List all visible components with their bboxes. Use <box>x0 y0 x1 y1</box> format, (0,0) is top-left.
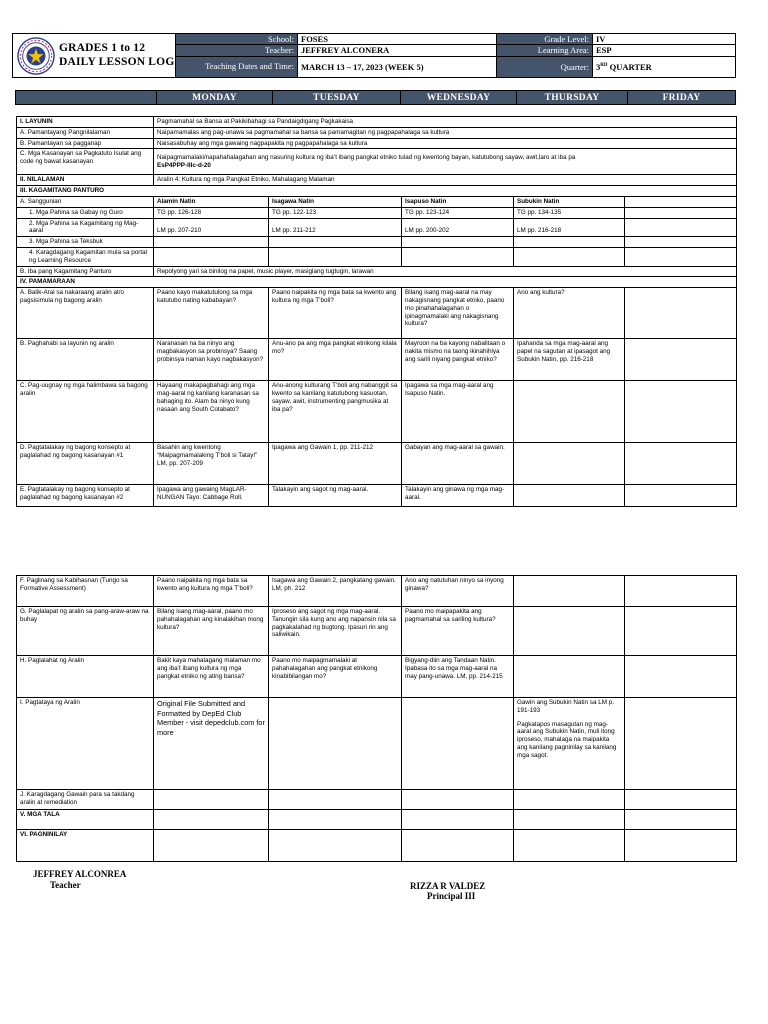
teksbuk-thu <box>514 237 625 248</box>
pagtatalakay2-thu <box>514 485 625 507</box>
pamantayang-value: Naipamamalas ang pag-unawa sa pagmamahal sa bansa sa pamamagitan ng pagpapahalaga sa kultura <box>154 127 737 138</box>
table-row <box>17 288 737 339</box>
teacher-value: JEFFREY ALCONERA <box>298 45 497 56</box>
table-row <box>17 237 737 248</box>
table-row <box>17 207 737 218</box>
pagtataya-wed <box>402 698 514 790</box>
balik-aral-thu: Ano ang kultura? <box>514 288 625 339</box>
table-row <box>17 576 737 607</box>
pagtatalakay2-fri <box>625 485 737 507</box>
paglalapat-label: G. Paglalapat ng aralin sa pang-araw-araw na buhay <box>17 607 154 656</box>
karagdagang-mon <box>154 247 269 266</box>
kasanayan-text: Naipagmamalaki/napahahalagahan ang nasuring kultura ng iba’t ibang pangkat etniko tulad ng kwentong bayan, katutubong sayaw, awit,laro at iba pa <box>157 154 576 162</box>
karagdagang-gawain-mon <box>154 790 269 810</box>
pamamaraan-label: IV. PAMAMARAAN <box>17 277 737 288</box>
paglalahat-label: H. Paglalahat ng Aralin <box>17 656 154 698</box>
pag-uugnay-tue: Anu-anong kulturang T’boli ang nabanggit sa kwento sa kanilang katutubong kasuotan, sayaw, awit, instrumenting pangmusika at iba pa? <box>269 381 402 443</box>
pagganap-label: B. Pamantayan sa pagganap <box>17 138 154 149</box>
layunin-value: Pagmamahal sa Bansa at Pakikibahagi sa Pandaigdigang Pagkakaisa <box>154 117 737 128</box>
tala-label: V. MGA TALA <box>17 810 154 830</box>
table-row <box>17 186 737 197</box>
paglalapat-mon: Bilang isang mag-aaral, paano mo pahahalagahan ang kinalakihan mong kultura? <box>154 607 269 656</box>
pagtataya-tue <box>269 698 402 790</box>
area-label: Learning Area: <box>497 45 593 56</box>
pagtatalakay2-wed: Talakayin ang ginawa ng mga mag-aaral. <box>402 485 514 507</box>
sanggunian-thu: Subukin Natin <box>514 196 625 207</box>
day-thursday: THURSDAY <box>517 91 628 105</box>
paglalahat-tue: Paano mo maipagmamalaki at pahahalagahan ang pangkat etnikong kinabibilangan mo? <box>269 656 402 698</box>
dates-value: MARCH 13 – 17, 2023 (WEEK 5) <box>298 56 497 78</box>
tala-fri <box>625 810 737 830</box>
table-row <box>17 127 737 138</box>
sanggunian-mon: Alamin Natin <box>154 196 269 207</box>
teksbuk-label: 3. Mga Pahina sa Teksbuk <box>17 237 154 248</box>
sanggunian-tue: Isagawa Natin <box>269 196 402 207</box>
table-row <box>17 266 737 277</box>
karagdagang-gawain-wed <box>402 790 514 810</box>
principal-signature-name: RIZZA R VALDEZ <box>410 881 486 891</box>
table-row <box>17 485 737 507</box>
pagninilay-label: VI. PAGNINILAY <box>17 830 154 862</box>
teksbuk-wed <box>402 237 514 248</box>
paglalapat-thu <box>514 607 625 656</box>
balik-aral-fri <box>625 288 737 339</box>
pagtataya-label: I. Pagtataya ng Aralin <box>17 698 154 790</box>
logo-box <box>12 33 175 78</box>
paglalahat-wed: Bigyang-diin ang Tandaan Natin. Ipabasa ito sa mga mag-aaral na may pang-unawa. LM, pp. 214-215 <box>402 656 514 698</box>
tala-wed <box>402 810 514 830</box>
karagdagang-fri <box>625 247 737 266</box>
kagamitan-label: III. KAGAMITANG PANTURO <box>17 186 737 197</box>
paghahabi-tue: Anu-ano pa ang mga pangkat etnikong kilala mo? <box>269 339 402 381</box>
kasanayan-label: C. Mga Kasanayan sa Pagkatuto Isulat ang code ng bawat kasanayan <box>17 149 154 175</box>
pagninilay-thu <box>514 830 625 862</box>
paglalapat-tue: Iproseso ang sagot ng mga mag-aaral. Tanungin sila kung ano ang napansin nila sa pagkakalahad ng bugtong. Ipasuri rin ang saliwikain. <box>269 607 402 656</box>
pagtataya-fri <box>625 698 737 790</box>
sanggunian-label: A. Sanggunian <box>17 196 154 207</box>
table-row <box>17 656 737 698</box>
gabay-wed: TG pp. 123-124 <box>402 207 514 218</box>
principal-signature-role: Principal III <box>427 891 476 901</box>
kasanayan-code: EsP4PPP-IIIc-d-20 <box>157 162 211 170</box>
lm-fri <box>625 218 737 237</box>
balik-aral-label: A. Balik-Aral sa nakaraang aralin at/o pagsisimula ng bagong aralin <box>17 288 154 339</box>
teacher-signature-name: JEFFREY ALCONREA <box>33 869 127 879</box>
quarter-value <box>593 56 736 78</box>
karagdagang-gawain-tue <box>269 790 402 810</box>
table-row <box>17 149 737 175</box>
gabay-label: 1. Mga Pahina sa Gabay ng Guro <box>17 207 154 218</box>
balik-aral-wed: Bilang isang mag-aaral na may nakagisnang pangkat etniko, paano mo pinahahalagahan o ipinagmamalaki ang nakagisnang kultura? <box>402 288 514 339</box>
dates-label: Teaching Dates and Time: <box>176 56 298 78</box>
pag-uugnay-mon: Hayaang makapagbahagi ang mga mag-aaral ng kanilang karanasan sa bahaging ito. Alam ba ninyo kung nasaan ang South Cotabato? <box>154 381 269 443</box>
paglalahat-mon: Bakit kaya mahalagang malaman mo ang iba’t ibang kultura ng mga pangkat etniko ng ating bansa? <box>154 656 269 698</box>
pagtatalakay1-mon: Basahin ang kwentong “Maipagmamalaking T’boli si Tatay!” LM, pp. 207-209 <box>154 443 269 485</box>
iba-label: B. Iba pang Kagamitang Panturo <box>17 266 154 277</box>
paglalapat-wed: Paano mo maipapakita ang pagmamahal sa sariling kultura? <box>402 607 514 656</box>
nilalaman-label: II. NILALAMAN <box>17 175 154 186</box>
paglalahat-fri <box>625 656 737 698</box>
paghahabi-wed: Mayroon na ba kayong nabalitaan o nakita mismo na taong ikinahihiya ang sarili niyang pangkat etniko? <box>402 339 514 381</box>
teksbuk-tue <box>269 237 402 248</box>
teacher-label: Teacher: <box>176 45 298 56</box>
table-row <box>17 247 737 266</box>
pagganap-value: Naisasabuhay ang mga gawaing nagpapakita ng pagpapahalaga sa kultura <box>154 138 737 149</box>
balik-aral-mon: Paano kayo makatutulong sa mga katutubo nating kababayan? <box>154 288 269 339</box>
teksbuk-fri <box>625 237 737 248</box>
table-row <box>17 698 737 790</box>
sanggunian-fri <box>625 196 737 207</box>
paglinang-thu <box>514 576 625 607</box>
karagdagang-gawain-label: J. Karagdagang Gawain para sa takdang aralin at remediation <box>17 790 154 810</box>
quarter-word: QUARTER <box>607 61 652 72</box>
layunin-label: I. LAYUNIN <box>17 117 154 128</box>
paglalahat-thu <box>514 656 625 698</box>
tala-tue <box>269 810 402 830</box>
kasanayan-value <box>154 149 737 175</box>
gabay-tue: TG pp. 122-123 <box>269 207 402 218</box>
pagtataya-thu-1: Gawin ang Subukin Natin sa LM p. 191-193 <box>517 699 614 714</box>
deped-seal-icon <box>17 37 55 75</box>
area-value: ESP <box>593 45 736 56</box>
quarter-suffix: RD <box>600 62 608 68</box>
paglinang-fri <box>625 576 737 607</box>
pagtatalakay1-fri <box>625 443 737 485</box>
table-row <box>17 196 737 207</box>
days-header <box>15 90 736 105</box>
day-friday: FRIDAY <box>628 91 736 105</box>
header-grid <box>175 33 736 78</box>
table-row <box>17 830 737 862</box>
paghahabi-thu: Ipahanda sa mga mag-aaral ang papel na sagutan at ipasagot ang Subukin Natin, pp. 216-218 <box>514 339 625 381</box>
pag-uugnay-label: C. Pag-uugnay ng mga halimbawa sa bagong aralin <box>17 381 154 443</box>
pag-uugnay-fri <box>625 381 737 443</box>
table-row <box>17 117 737 128</box>
dll-header <box>12 33 735 78</box>
grade-value: IV <box>593 34 736 45</box>
nilalaman-value: Aralin 4: Kultura ng mga Pangkat Etniko, Mahalagang Malaman <box>154 175 737 186</box>
title-line-2: DAILY LESSON LOG <box>59 56 175 68</box>
balik-aral-tue: Paano naipakita ng mga bata sa kwento ang kultura ng mga T’boli? <box>269 288 402 339</box>
pagtatalakay2-tue: Talakayin ang sagot ng mag-aaral. <box>269 485 402 507</box>
pagninilay-wed <box>402 830 514 862</box>
table-row <box>17 175 737 186</box>
kagamitang-label: 2. Mga Pahina sa Kagamitang ng Mag-aaral <box>17 218 154 237</box>
pagtataya-thu-2: Pagkatapos masagutan ng mag-aaral ang Subukin Natin, muli itong iproseso, mahalaga na maipakita ang kanilang pagninilay sa kanilang mga sagot. <box>517 720 617 759</box>
karagdagang-gawain-fri <box>625 790 737 810</box>
karagdagang-thu <box>514 247 625 266</box>
paglinang-tue: Isagawa ang Gawain 2, pangkatang gawain. LM, ph. 212 <box>269 576 402 607</box>
sanggunian-wed: Isapuso Natin <box>402 196 514 207</box>
pagtatalakay1-wed: Gabayan ang mag-aaral sa gawain. <box>402 443 514 485</box>
karagdagang-label: 4. Karagdagang Kagamitan mula sa portal ng Learning Resource <box>17 247 154 266</box>
pagtataya-thu <box>514 698 625 790</box>
lm-thu: LM pp. 216-218 <box>514 218 625 237</box>
table-row <box>17 339 737 381</box>
grade-label: Grade Level: <box>497 34 593 45</box>
lesson-table-part1 <box>16 116 737 507</box>
title-line-1: GRADES 1 to 12 <box>59 42 146 54</box>
pag-uugnay-wed: Ipagawa sa mga mag-aaral ang Isapuso Natin. <box>402 381 514 443</box>
day-monday: MONDAY <box>157 91 273 105</box>
pagtataya-mon: Original File Submitted and Formatted by DepEd Club Member - visit depedclub.com for more <box>154 698 269 790</box>
paglinang-wed: Ano ang natutuhan ninyo sa inyong ginawa? <box>402 576 514 607</box>
pagtatalakay1-thu <box>514 443 625 485</box>
table-row <box>17 218 737 237</box>
karagdagang-wed <box>402 247 514 266</box>
paglalapat-fri <box>625 607 737 656</box>
quarter-label: Quarter: <box>497 56 593 78</box>
school-label: School: <box>176 34 298 45</box>
karagdagang-gawain-thu <box>514 790 625 810</box>
paghahabi-mon: Naranasan na ba ninyo ang magbakasyon sa probinsya? Saang probinsya naman kayo nagbakasyon? <box>154 339 269 381</box>
lm-mon: LM pp. 207-210 <box>154 218 269 237</box>
tala-thu <box>514 810 625 830</box>
pagtatalakay1-label: D. Pagtatalakay ng bagong konsepto at paglalahad ng bagong kasanayan #1 <box>17 443 154 485</box>
table-row <box>17 810 737 830</box>
teksbuk-mon <box>154 237 269 248</box>
days-corner <box>16 91 157 105</box>
paghahabi-fri <box>625 339 737 381</box>
pagninilay-mon <box>154 830 269 862</box>
table-row <box>17 138 737 149</box>
gabay-mon: TG pp. 126-128 <box>154 207 269 218</box>
teacher-signature-role: Teacher <box>50 880 81 890</box>
pagtatalakay2-mon: Ipagawa ang gawaing MagLAR-NUNGAN Tayo: Cabbage Roll. <box>154 485 269 507</box>
quarter-number: 3 <box>596 61 601 72</box>
pagninilay-fri <box>625 830 737 862</box>
table-row <box>17 277 737 288</box>
school-value: FOSES <box>298 34 497 45</box>
pamantayang-label: A. Pamantayang Pangnilalaman <box>17 127 154 138</box>
day-tuesday: TUESDAY <box>273 91 401 105</box>
table-row <box>17 381 737 443</box>
paglinang-label: F. Paglinang sa Kabihasnan (Tungo sa Formative Assessment) <box>17 576 154 607</box>
paghahabi-label: B. Paghahabi sa layunin ng aralin <box>17 339 154 381</box>
lm-tue: LM pp. 211-212 <box>269 218 402 237</box>
gabay-fri <box>625 207 737 218</box>
iba-value: Repolyong yari sa binilog na papel, music player, masiglang tugtugin, larawan <box>154 266 737 277</box>
gabay-thu: TG pp. 134-135 <box>514 207 625 218</box>
day-wednesday: WEDNESDAY <box>401 91 517 105</box>
table-row <box>17 790 737 810</box>
tala-mon <box>154 810 269 830</box>
pagtatalakay2-label: E. Pagtatalakay ng bagong konsepto at paglalahad ng bagong kasanayan #2 <box>17 485 154 507</box>
pagtatalakay1-tue: Ipagawa ang Gawain 1, pp. 211-212 <box>269 443 402 485</box>
karagdagang-tue <box>269 247 402 266</box>
table-row <box>17 443 737 485</box>
lm-wed: LM pp. 200-202 <box>402 218 514 237</box>
table-row <box>17 607 737 656</box>
lesson-table-part2 <box>16 575 737 862</box>
paglinang-mon: Paano naipakita ng mga bata sa kwento ang kultura ng mga T’boli? <box>154 576 269 607</box>
pagninilay-tue <box>269 830 402 862</box>
pag-uugnay-thu <box>514 381 625 443</box>
